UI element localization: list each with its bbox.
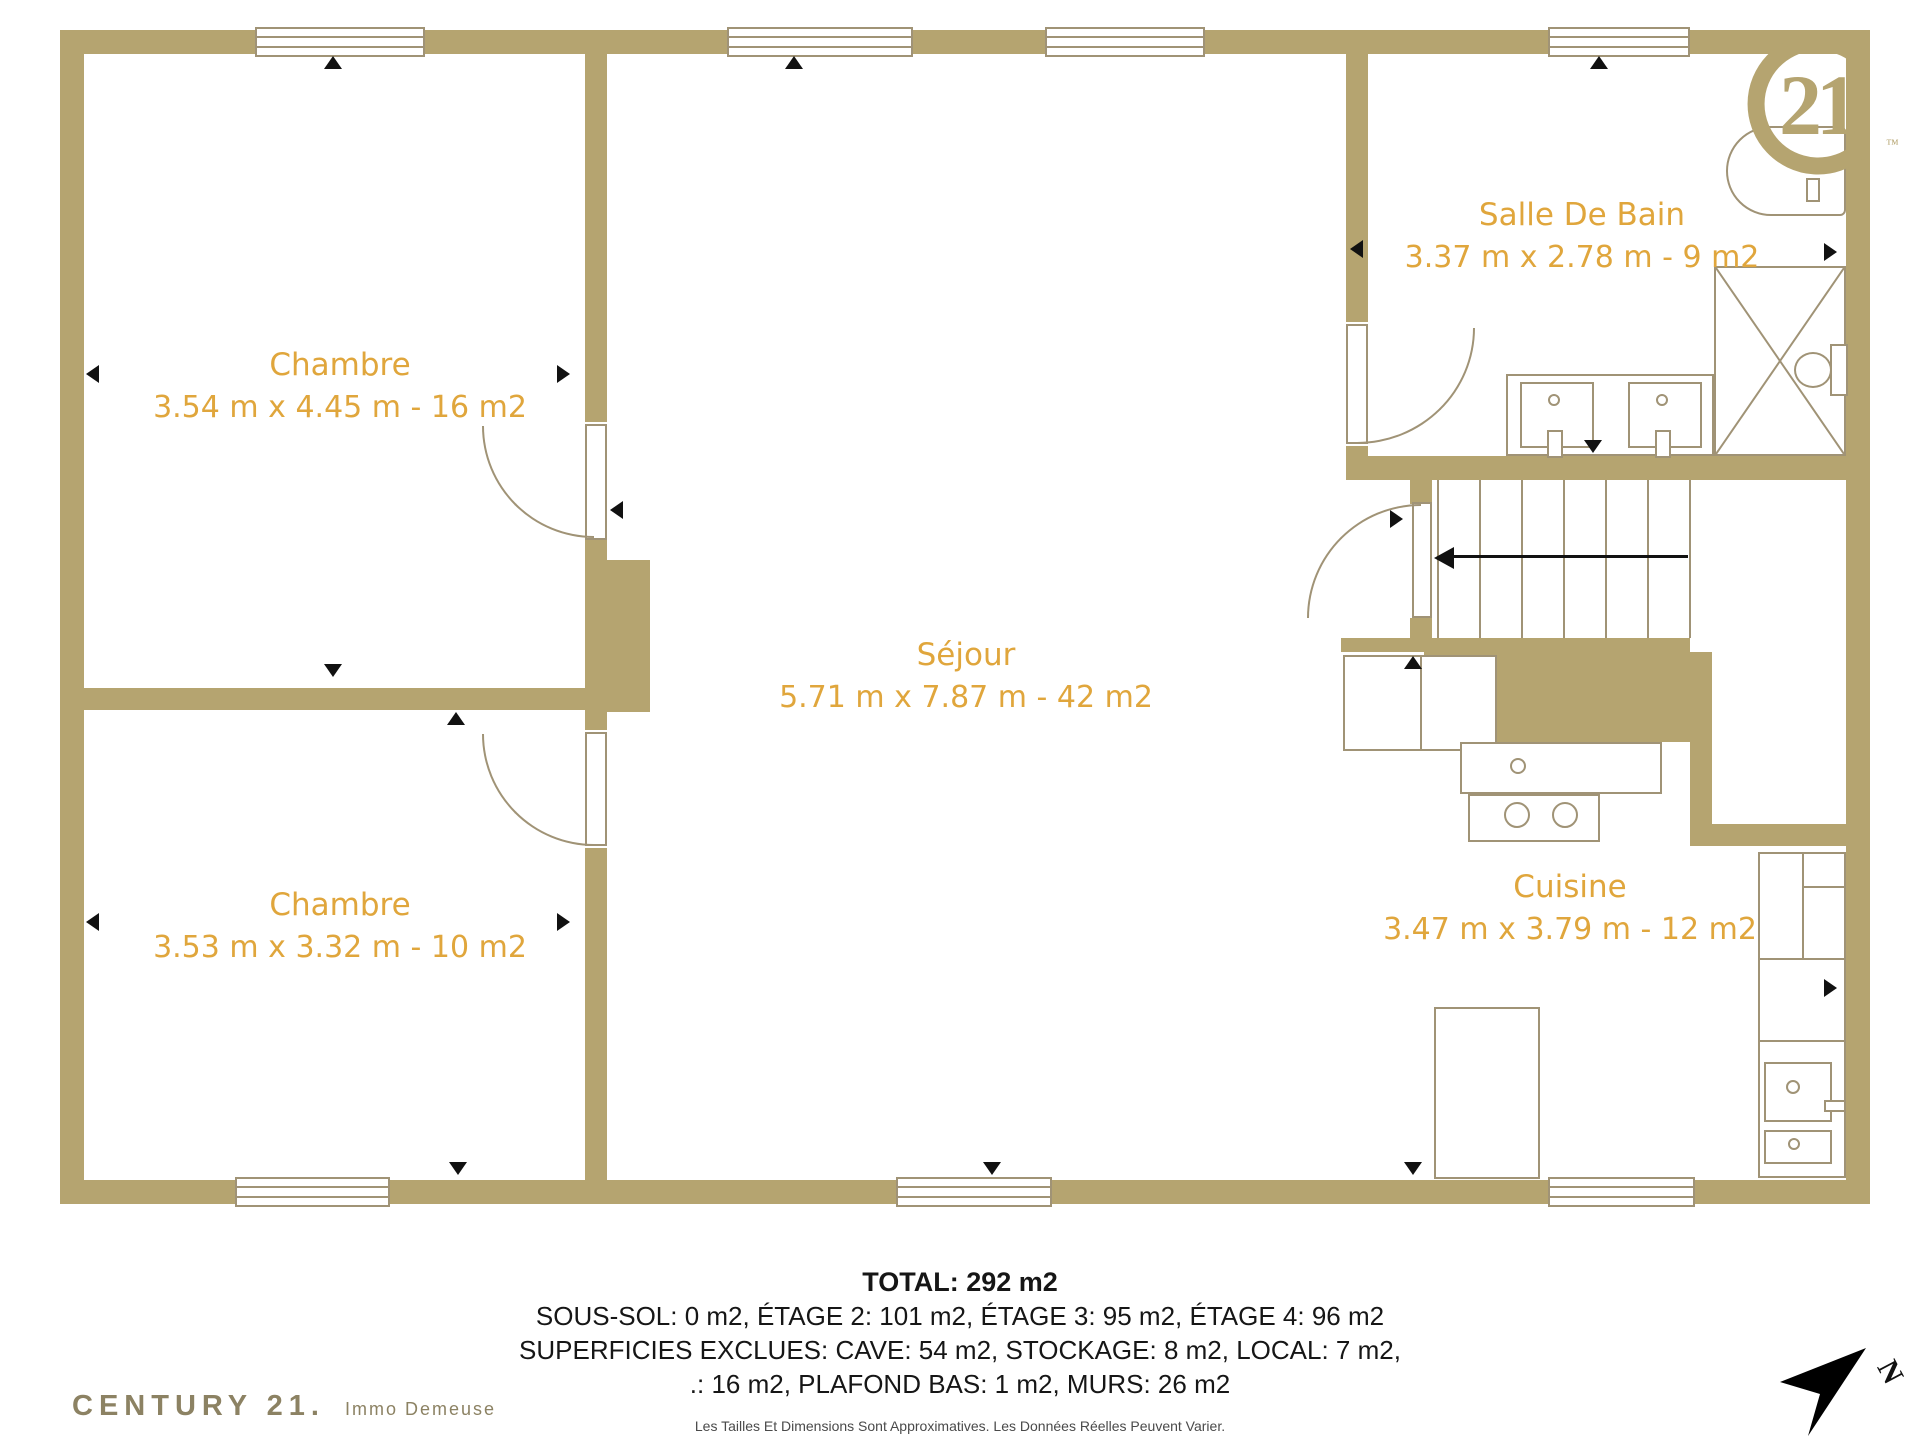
wall-stair-kitchen bbox=[1690, 652, 1712, 824]
logo-monogram: 21 bbox=[1779, 57, 1853, 153]
wall-hall-stub-top bbox=[1410, 480, 1432, 504]
summary-excluded-1: SUPERFICIES EXCLUES: CAVE: 54 m2, STOCKAGE: 8 m2, LOCAL: 7 m2, bbox=[519, 1335, 1401, 1365]
toilet-tank bbox=[1830, 344, 1848, 396]
summary-total: TOTAL: 292 m2 bbox=[862, 1267, 1058, 1297]
room-label-bathroom bbox=[1332, 196, 1832, 278]
window bbox=[727, 27, 913, 57]
kitchen-island bbox=[1434, 1007, 1540, 1179]
half-wall-landing bbox=[1341, 638, 1424, 652]
room-dimensions: 3.54 m x 4.45 m - 16 m2 bbox=[153, 390, 527, 425]
wall-left bbox=[60, 30, 84, 1204]
century21-logo bbox=[1740, 20, 1910, 190]
dimension-marker bbox=[324, 56, 342, 69]
drawer-knob-icon bbox=[1788, 1138, 1800, 1150]
footer-brand-name: CENTURY 21. bbox=[72, 1390, 325, 1422]
dimension-marker bbox=[1824, 979, 1837, 997]
sink-faucet-icon bbox=[1824, 1100, 1846, 1112]
room-label-bedroom2 bbox=[90, 886, 590, 968]
room-label-kitchen bbox=[1320, 868, 1820, 950]
summary-floors: SOUS-SOL: 0 m2, ÉTAGE 2: 101 m2, ÉTAGE 3: 95 m2, ÉTAGE 4: 96 m2 bbox=[535, 1301, 1385, 1331]
wall-between-bedrooms bbox=[84, 688, 585, 710]
window bbox=[1548, 1177, 1695, 1207]
stove-burner-icon bbox=[1552, 802, 1578, 828]
window bbox=[1045, 27, 1205, 57]
room-name: Chambre bbox=[269, 887, 411, 923]
cabinet-divider bbox=[1420, 655, 1422, 751]
room-name: Salle De Bain bbox=[1478, 197, 1686, 233]
counter-divider bbox=[1758, 1040, 1846, 1042]
window bbox=[255, 27, 425, 57]
sink-drain-icon bbox=[1656, 394, 1668, 406]
dimension-marker bbox=[1404, 1162, 1422, 1175]
wall-kitchen-top bbox=[1690, 824, 1846, 846]
room-dimensions: 3.37 m x 2.78 m - 9 m2 bbox=[1404, 240, 1760, 275]
counter-sink-icon bbox=[1510, 758, 1526, 774]
dimension-marker bbox=[324, 664, 342, 677]
stove bbox=[1468, 794, 1600, 842]
dimension-marker bbox=[610, 501, 623, 519]
wall-right bbox=[1846, 30, 1870, 1204]
stove-burner-icon bbox=[1504, 802, 1530, 828]
dimension-marker bbox=[983, 1162, 1001, 1175]
summary-excluded-2: .: 16 m2, PLAFOND BAS: 1 m2, MURS: 26 m2 bbox=[689, 1369, 1231, 1399]
sink-drain-icon bbox=[1786, 1080, 1800, 1094]
room-dimensions: 5.71 m x 7.87 m - 42 m2 bbox=[779, 680, 1153, 715]
compass bbox=[1778, 1338, 1918, 1438]
chimney-block bbox=[600, 560, 650, 712]
sink-faucet-icon bbox=[1655, 430, 1671, 458]
dimension-marker bbox=[1390, 510, 1403, 528]
room-dimensions: 3.47 m x 3.79 m - 12 m2 bbox=[1383, 912, 1757, 947]
window bbox=[896, 1177, 1052, 1207]
room-label-bedroom1 bbox=[90, 346, 590, 428]
footer-agency-name: Immo Demeuse bbox=[344, 1399, 496, 1419]
door-swing-arc bbox=[1357, 328, 1475, 444]
room-name: Cuisine bbox=[1513, 869, 1627, 905]
dimension-marker bbox=[449, 1162, 467, 1175]
wall-bathroom-bottom bbox=[1346, 456, 1846, 480]
compass-north-arrow-icon bbox=[1780, 1348, 1866, 1436]
kitchen-counter bbox=[1460, 742, 1662, 794]
stairs-direction-arrow bbox=[1434, 547, 1454, 569]
sink-faucet-icon bbox=[1547, 430, 1563, 458]
door-swing-arc bbox=[482, 734, 594, 846]
door-swing-arc bbox=[1307, 504, 1421, 618]
sink-drain-icon bbox=[1548, 394, 1560, 406]
logo-trademark: ™ bbox=[1886, 136, 1899, 151]
wall-bathroom-left-upper bbox=[1346, 54, 1368, 322]
toilet-bowl bbox=[1794, 352, 1832, 388]
dimension-marker bbox=[447, 712, 465, 725]
window bbox=[235, 1177, 390, 1207]
footer-brand bbox=[72, 1390, 496, 1423]
dimension-marker bbox=[1404, 656, 1422, 669]
dimension-marker bbox=[1584, 440, 1602, 453]
stairs-direction-line bbox=[1452, 555, 1688, 558]
room-dimensions: 3.53 m x 3.32 m - 10 m2 bbox=[153, 930, 527, 965]
door-swing-arc bbox=[482, 426, 594, 538]
disclaimer-text: Les Tailles Et Dimensions Sont Approximatives. Les Données Réelles Peuvent Varier. bbox=[694, 1418, 1226, 1434]
dimension-marker bbox=[785, 56, 803, 69]
room-label-livingroom bbox=[716, 636, 1216, 718]
counter-divider bbox=[1758, 958, 1846, 960]
dimension-marker bbox=[1590, 56, 1608, 69]
window bbox=[1548, 27, 1690, 57]
kitchen-sink bbox=[1764, 1062, 1832, 1122]
staircase bbox=[1437, 480, 1691, 638]
compass-north-label: N bbox=[1870, 1354, 1910, 1390]
room-name: Chambre bbox=[269, 347, 411, 383]
room-name: Séjour bbox=[916, 637, 1016, 673]
